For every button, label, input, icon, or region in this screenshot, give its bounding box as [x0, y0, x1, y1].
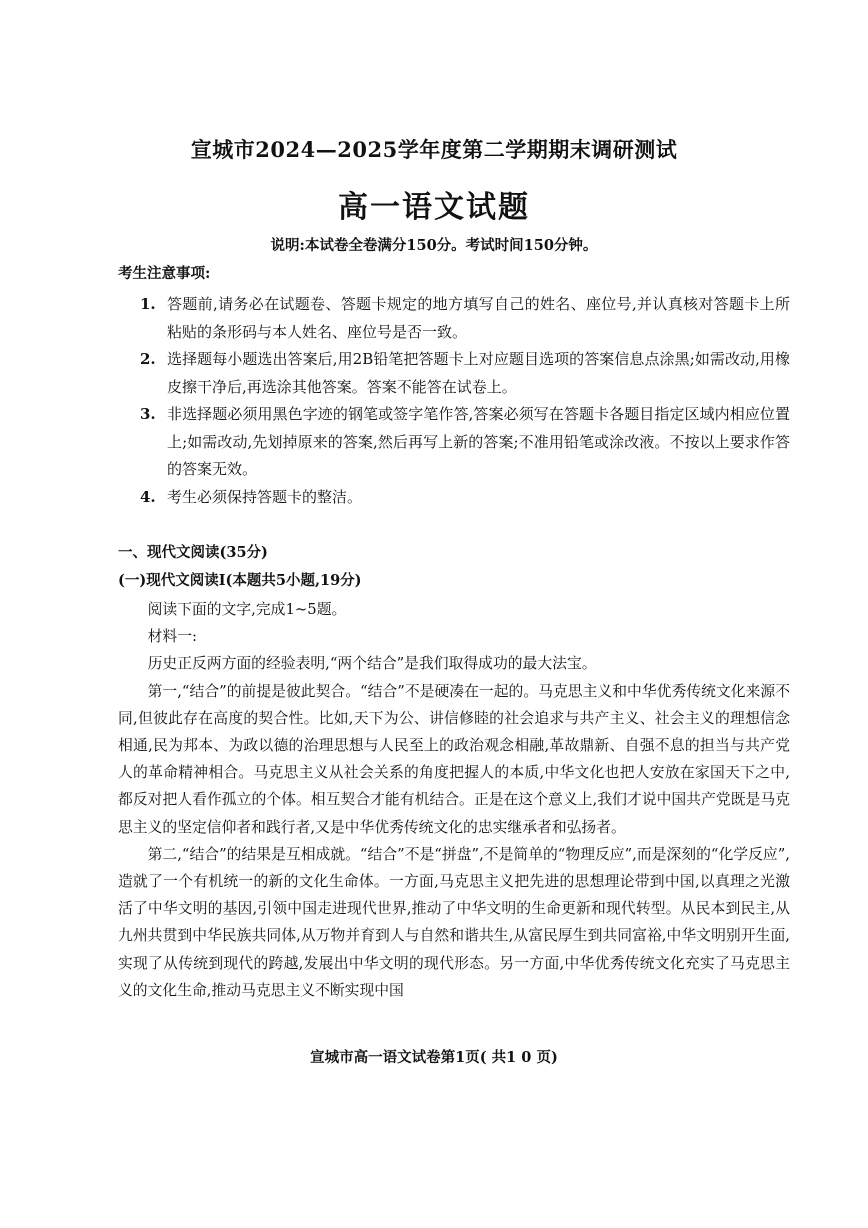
subject-title: 高一语文试题: [338, 190, 530, 225]
reading-instruction: 阅读下面的文字,完成1~5题。: [147, 601, 347, 618]
notice-text: 考生必须保持答题卡的整洁。: [167, 487, 363, 506]
reading-material: [118, 596, 790, 1004]
notice-item: [140, 346, 790, 401]
notice-number: 2.: [140, 350, 156, 368]
notice-item: [140, 484, 790, 512]
notice-text: 选择题每小题选出答案后,用2B铅笔把答题卡上对应题目选项的答案信息点涂黑;如需改动,用橡皮擦干净后,再选涂其他答案。答案不能答在试卷上。: [167, 350, 790, 396]
exam-title: 宣城市2024—2025学年度第二学期期末调研测试: [190, 137, 678, 162]
notice-number: 1.: [140, 295, 156, 313]
body-paragraph: 第二,“结合”的结果是互相成就。“结合”不是“拼盘”,不是简单的“物理反应”,而是深刻的“化学反应”,造就了一个有机统一的新的文化生命体。一方面,马克思主义把先进的思想理论带到中国,以真理之光激活了中华文明的基因,引领中国走进现代世界,推动了中华文明的生命更新和现代转型。从民本到民主,从九州共贯到中华民族共同体,从万物并育到人与自然和谐共生,从富民厚生到共同富裕,中华文明别开生面,实现了从传统到现代的跨越,发展出中华文明的现代形态。另一方面,中华优秀传统文化充实了马克思主义的文化生命,推动马克思主义不断实现中国: [118, 845, 790, 999]
notice-item: [140, 401, 790, 484]
page-footer: 宣城市高一语文试卷第1页( 共1 0 页): [310, 1049, 558, 1066]
notice-number: 4.: [140, 487, 156, 506]
notice-text: 非选择题必须用黑色字迹的钢笔或签字笔作答,答案必须写在答题卡各题目指定区域内相应位置上;如需改动,先划掉原来的答案,然后再写上新的答案;不准用铅笔或涂改液。不按以上要求作答的答案无效。: [167, 405, 790, 478]
exam-instructions: 说明:本试卷全卷满分150分。考试时间150分钟。: [270, 237, 598, 254]
notice-item: [140, 291, 790, 346]
section-heading: 一、现代文阅读(35分): [118, 544, 268, 561]
body-paragraph: 第一,“结合”的前提是彼此契合。“结合”不是硬凑在一起的。马克思主义和中华优秀传统文化来源不同,但彼此存在高度的契合性。比如,天下为公、讲信修睦的社会追求与共产主义、社会主义的理想信念相通,民为邦本、为政以德的治理思想与人民至上的政治观念相融,革故鼎新、自强不息的担当与共产党人的革命精神相合。马克思主义从社会关系的角度把握人的本质,中华文化也把人安放在家国天下之中,都反对把人看作孤立的个体。相互契合才能有机结合。正是在这个意义上,我们才说中国共产党既是马克思主义的坚定信仰者和践行者,又是中华优秀传统文化的忠实继承者和弘扬者。: [118, 682, 790, 836]
notice-text: 答题前,请务必在试题卷、答题卡规定的地方填写自己的姓名、座位号,并认真核对答题卡上所粘贴的条形码与本人姓名、座位号是否一致。: [167, 295, 790, 341]
subsection-heading: (一)现代文阅读Ⅰ(本题共5小题,19分): [118, 572, 362, 589]
body-paragraph: 历史正反两方面的经验表明,“两个结合”是我们取得成功的最大法宝。: [147, 655, 597, 673]
notice-number: 3.: [140, 405, 156, 423]
notices-heading: 考生注意事项:: [118, 265, 211, 282]
material-label: 材料一:: [147, 628, 197, 646]
notices-list: [140, 291, 790, 511]
